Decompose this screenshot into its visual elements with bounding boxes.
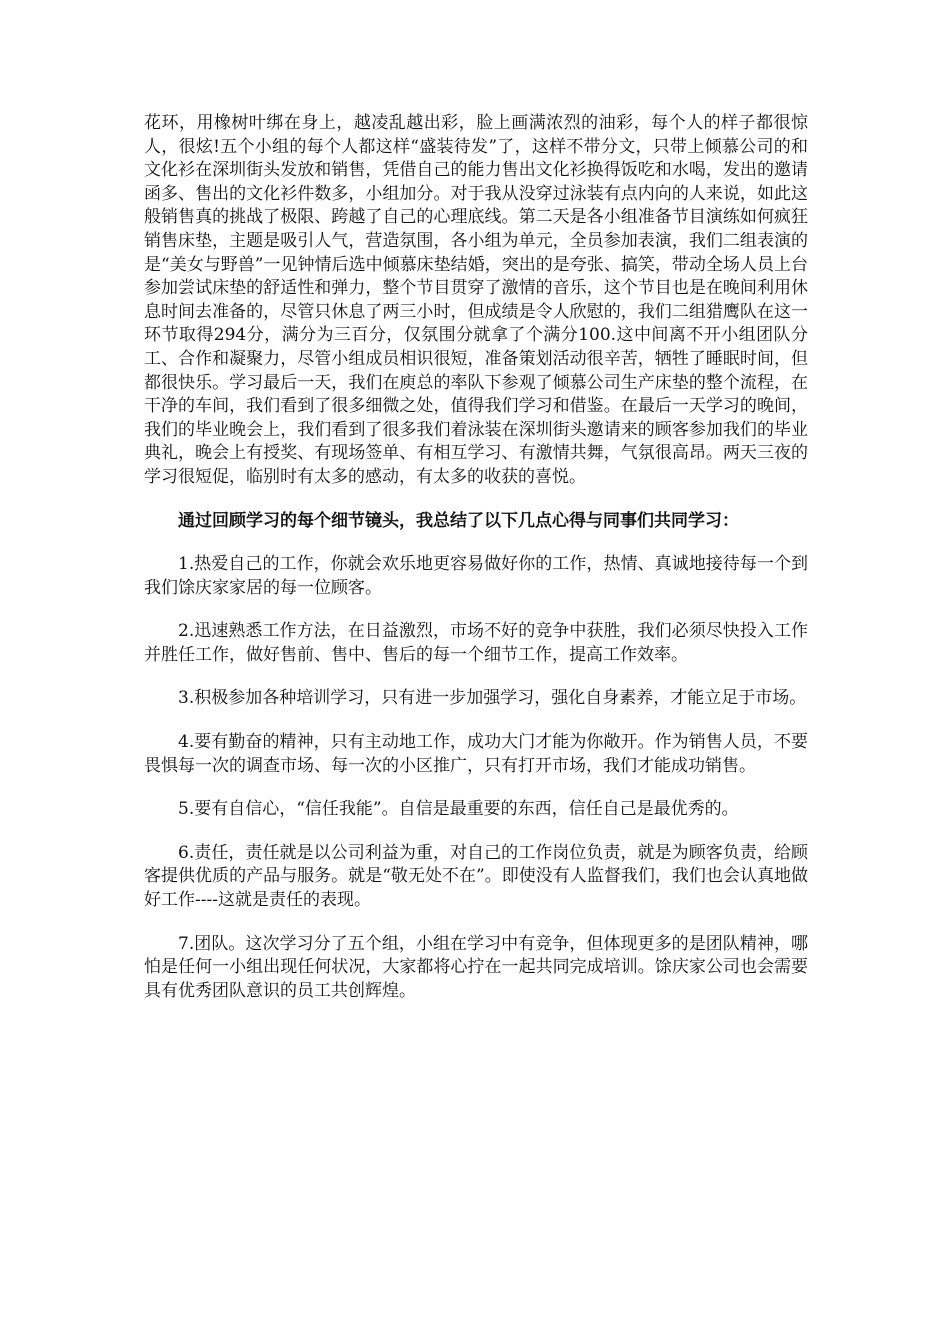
- list-item-6: 6.责任，责任就是以公司利益为重，对自己的工作岗位负责，就是为顾客负责，给顾客提供优质的产品与服务。就是“敬无处不在”。即使没有人监督我们，我们也会认真地做好工作----这就是责任的表现。: [144, 842, 808, 911]
- document-page: [144, 112, 808, 1023]
- list-item-1: 1.热爱自己的工作，你就会欢乐地更容易做好你的工作，热情、真诚地接待每一个到我们馀庆家家居的每一位顾客。: [144, 554, 808, 598]
- list-item-7: 7.团队。这次学习分了五个组，小组在学习中有竞争，但体现更多的是团队精神，哪怕是任何一小组出现任何状况，大家都将心拧在一起共同完成培训。馀庆家公司也会需要具有优秀团队意识的员工共创辉煌。: [144, 933, 808, 1001]
- list-item-3: 3.积极参加各种培训学习，只有进一步加强学习，强化自身素养，才能立足于市场。: [178, 688, 807, 709]
- intro-paragraph: 花环，用橡树叶绑在身上，越凌乱越出彩，脸上画满浓烈的油彩，每个人的样子都很惊人，很炫!五个小组的每个人都这样“盛装待发”了，这样不带分文，只带上倾慕公司的和文化衫在深圳街头发放和销售，凭借自己的能力售出文化衫换得饭吃和水喝，发出的邀请函多、售出的文化衫件数多，小组加分。对于我从没穿过泳装有点内向的人来说，如此这般销售真的挑战了极限、跨越了自己的心理底线。第二天是各小组准备节目演练如何疯狂销售床垫，主题是吸引人气，营造氛围，各小组为单元，全员参加表演，我们二组表演的是“美女与野兽”一见钟情后选中倾慕床垫结婚，突出的是夸张、搞笑，带动全场人员上台参加尝试床垫的舒适性和弹力，整个节目贯穿了激情的音乐，这个节目也是在晚间利用休息时间去准备的，尽管只休息了两三小时，但成绩是令人欣慰的，我们二组猎鹰队在这一环节取得294分，满分为三百分，仅氛围分就拿了个满分100.这中间离不开小组团队分工、合作和凝聚力，尽管小组成员相识很短，准备策划活动很辛苦，牺牲了睡眠时间，但都很快乐。学习最后一天，我们在庾总的率队下参观了倾慕公司生产床垫的整个流程，在干净的车间，我们看到了很多细微之处，值得我们学习和借鉴。在最后一天学习的晚间，我们的毕业晚会上，我们看到了很多我们着泳装在深圳街头邀请来的顾客参加我们的毕业典礼，晚会上有授奖、有现场签单、有相互学习、有激情共舞，气氛很高昂。两天三夜的学习很短促，临别时有太多的感动，有太多的收获的喜悦。: [144, 113, 808, 487]
- list-item-5: 5.要有自信心，“信任我能”。自信是最重要的东西，信任自己是最优秀的。: [178, 799, 739, 820]
- list-item-4: 4.要有勤奋的精神，只有主动地工作，成功大门才能为你敞开。作为销售人员，不要畏惧每一次的调查市场、每一次的小区推广，只有打开市场，我们才能成功销售。: [144, 732, 808, 776]
- list-item-2: 2.迅速熟悉工作方法，在日益激烈，市场不好的竞争中获胜，我们必须尽快投入工作并胜任工作，做好售前、售中、售后的每一个细节工作，提高工作效率。: [144, 621, 808, 665]
- section-heading: 通过回顾学习的每个细节镜头，我总结了以下几点心得与同事们共同学习：: [178, 510, 739, 531]
